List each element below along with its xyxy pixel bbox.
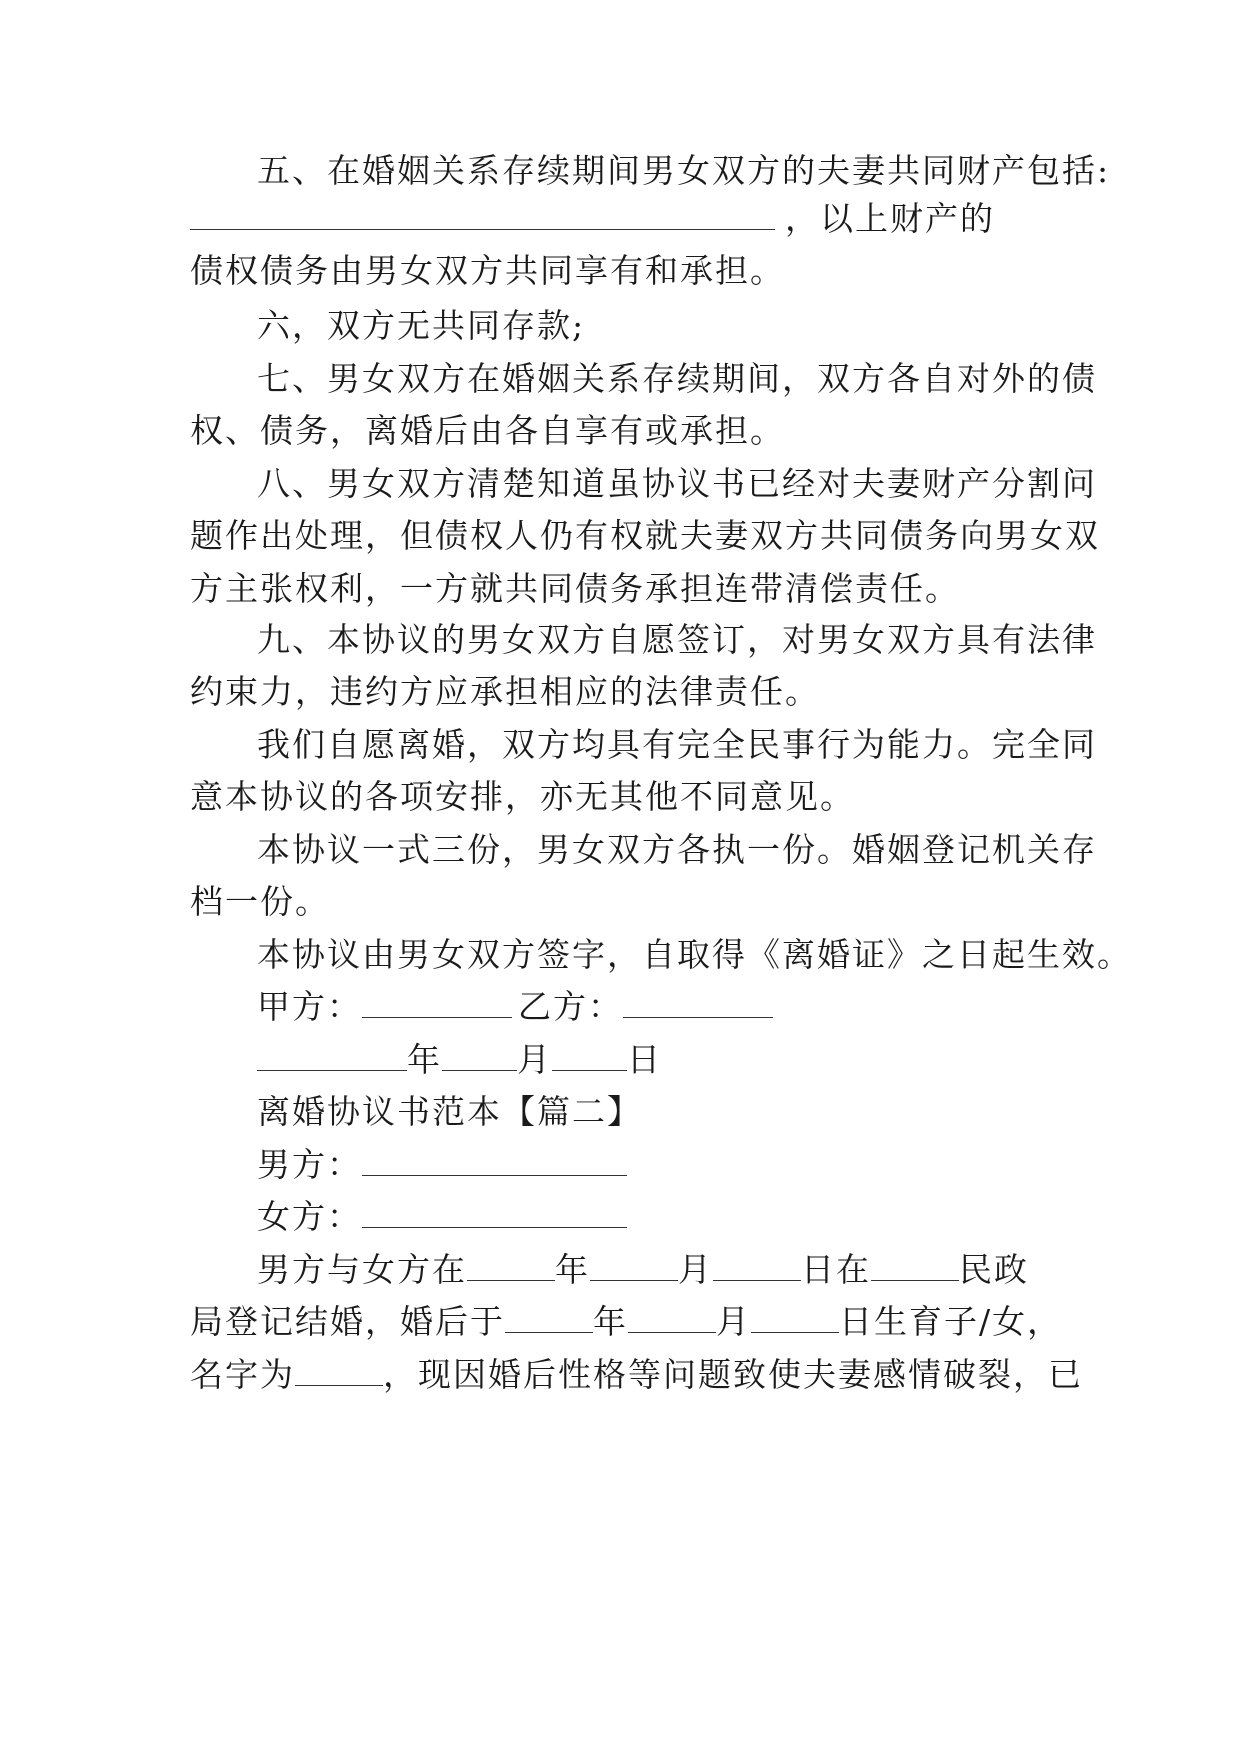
child-name-blank[interactable] (295, 1355, 383, 1386)
day-blank[interactable] (552, 1040, 627, 1071)
clause-5-line-1: 五、在婚姻关系存续期间男女双方的夫妻共同财产包括: (257, 151, 1111, 190)
section-title: 离婚协议书范本【篇二】 (257, 1092, 642, 1131)
party-b-label: 乙方： (518, 987, 623, 1026)
party-a-label: 甲方： (257, 987, 362, 1026)
clause-8-line-2: 题作出处理，但债权人仍有权就夫妻双方共同债务向男女双 (190, 516, 1100, 555)
effective-clause: 本协议由男女双方签字，自取得《离婚证》之日起生效。 (257, 935, 1132, 974)
party-b-blank[interactable] (623, 987, 773, 1018)
copies-line-1: 本协议一式三份，男女双方各执一份。婚姻登记机关存 (257, 830, 1097, 869)
woman-label: 女方： (257, 1197, 362, 1236)
clause-9-line-2: 约束力，违约方应承担相应的法律责任。 (190, 672, 820, 711)
woman-line (257, 1197, 1117, 1237)
clause-5-line-3: 债权债务由男女双方共同享有和承担。 (190, 251, 785, 290)
party-a-blank[interactable] (362, 987, 512, 1018)
man-line (257, 1145, 1117, 1185)
clause-5-line-2: ，以上财产的 (190, 199, 1050, 239)
marriage-month-blank[interactable] (590, 1250, 678, 1281)
signature-line (257, 987, 1117, 1027)
bureau-blank[interactable] (871, 1250, 959, 1281)
year-blank[interactable] (257, 1040, 407, 1071)
man-label: 男方： (257, 1145, 362, 1184)
marriage-para-line-1: 男方与女方在 年 月 日在 民政 (257, 1250, 1029, 1289)
month-blank[interactable] (442, 1040, 517, 1071)
birth-year-blank[interactable] (505, 1302, 593, 1333)
date-line: 年 月 日 (257, 1040, 1117, 1080)
clause-7-line-1: 七、男女双方在婚姻关系存续期间，双方各自对外的债 (257, 359, 1097, 398)
man-name-blank[interactable] (362, 1145, 627, 1176)
birth-day-blank[interactable] (751, 1302, 839, 1333)
marriage-para-line-3: 名字为 ，现因婚后性格等问题致使夫妻感情破裂，已 (190, 1355, 1083, 1394)
marriage-para-line-2: 局登记结婚，婚后于 年 月 日生育子/女， (190, 1302, 1063, 1341)
clause-9-line-1: 九、本协议的男女双方自愿签订，对男女双方具有法律 (257, 620, 1097, 659)
copies-line-2: 档一份。 (190, 882, 330, 921)
consent-line-2: 意本协议的各项安排，亦无其他不同意见。 (190, 777, 855, 816)
clause-8-line-1: 八、男女双方清楚知道虽协议书已经对夫妻财产分割问 (257, 464, 1097, 503)
marriage-year-blank[interactable] (467, 1250, 555, 1281)
clause-8-line-3: 方主张权利，一方就共同债务承担连带清偿责任。 (190, 569, 960, 608)
clause-6: 六，双方无共同存款; (257, 306, 586, 345)
consent-line-1: 我们自愿离婚，双方均具有完全民事行为能力。完全同 (257, 725, 1097, 764)
clause-7-line-2: 权、债务，离婚后由各自享有或承担。 (190, 411, 785, 450)
property-blank[interactable] (190, 199, 775, 230)
woman-name-blank[interactable] (362, 1197, 627, 1228)
birth-month-blank[interactable] (628, 1302, 716, 1333)
marriage-day-blank[interactable] (713, 1250, 801, 1281)
